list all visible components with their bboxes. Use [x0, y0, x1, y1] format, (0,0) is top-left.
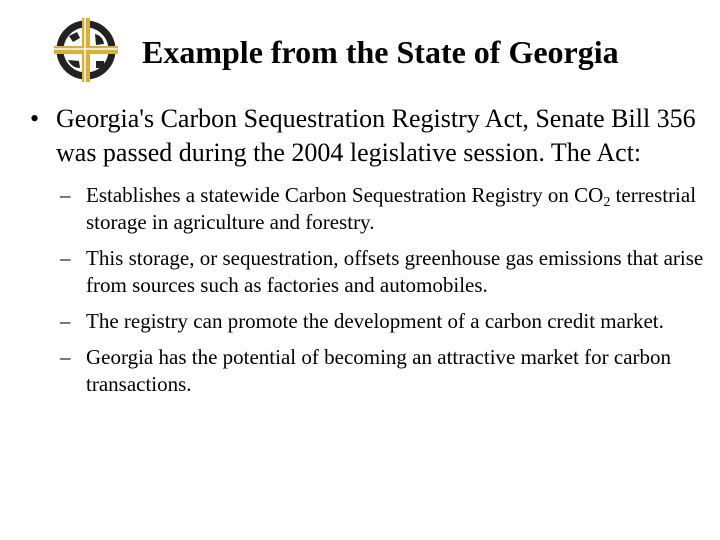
subscript-text: 2: [603, 195, 611, 210]
sub-bullet-text: Georgia has the potential of becoming an attractive market for carbon transactions.: [86, 345, 672, 396]
sub-bullet-text: The registry can promote the development of a carbon credit market.: [86, 309, 664, 333]
cross-emblem-icon: [52, 16, 120, 84]
bullet-marker: •: [30, 104, 40, 133]
dash-marker: –: [60, 345, 71, 369]
dash-marker: –: [60, 183, 71, 207]
dash-marker: –: [60, 309, 71, 333]
sub-bullet-item: [60, 245, 704, 299]
sub-bullet-item: [60, 308, 704, 335]
slide-body: [24, 102, 704, 407]
dash-marker: –: [60, 246, 71, 270]
sub-bullet-list: [24, 182, 704, 398]
sub-bullet-item: [60, 182, 704, 236]
main-bullet-text: Georgia's Carbon Sequestration Registry Act, Senate Bill 356 was passed during the 2004 legislative session. The Act:: [56, 104, 696, 167]
sub-bullet-text: Establishes a statewide Carbon Sequestration Registry on CO: [86, 183, 604, 207]
sub-bullet-text-end: terrestrial storage in agriculture and forestry.: [86, 183, 697, 234]
sub-bullet-text: This storage, or sequestration, offsets greenhouse gas emissions that arise from sources such as factories and automobiles.: [86, 246, 704, 297]
main-bullet: [24, 102, 704, 170]
sub-bullet-item: [60, 344, 704, 398]
slide-title: Example from the State of Georgia: [142, 34, 619, 70]
